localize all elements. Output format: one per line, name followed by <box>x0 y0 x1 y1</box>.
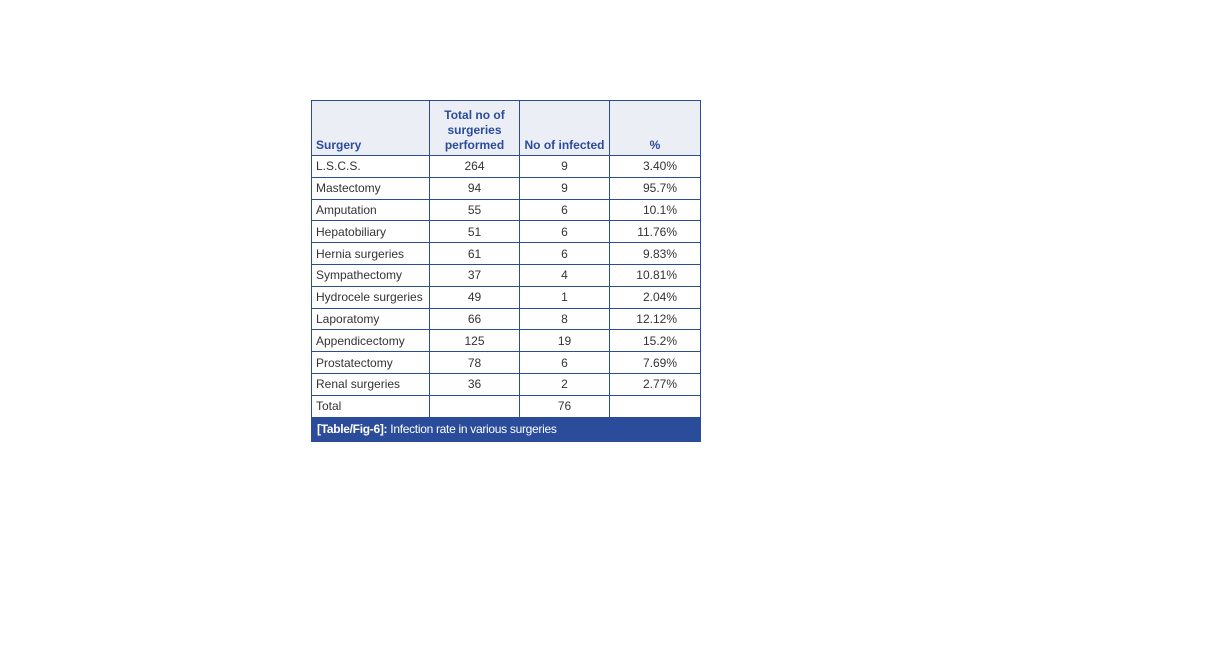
cell-surgery: Prostatectomy <box>312 352 430 374</box>
cell-percent: 7.69% <box>610 352 701 374</box>
cell-surgery: Laporatomy <box>312 308 430 330</box>
cell-surgery: Appendicectomy <box>312 330 430 352</box>
table-row <box>312 177 701 199</box>
cell-surgery: Hernia surgeries <box>312 243 430 265</box>
cell-no-of-infected: 76 <box>520 395 610 417</box>
cell-total-surgeries <box>430 395 520 417</box>
cell-surgery: Renal surgeries <box>312 373 430 395</box>
infection-rate-table-figure <box>311 100 701 442</box>
header-surgery: Surgery <box>312 101 430 156</box>
table-row <box>312 286 701 308</box>
table-row <box>312 243 701 265</box>
cell-total-surgeries: 94 <box>430 177 520 199</box>
table-row <box>312 156 701 178</box>
cell-percent: 10.1% <box>610 199 701 221</box>
cell-no-of-infected: 1 <box>520 286 610 308</box>
cell-percent <box>610 395 701 417</box>
cell-surgery: Hepatobiliary <box>312 221 430 243</box>
cell-total-surgeries: 78 <box>430 352 520 374</box>
cell-percent: 12.12% <box>610 308 701 330</box>
cell-surgery: Amputation <box>312 199 430 221</box>
cell-percent: 2.77% <box>610 373 701 395</box>
cell-no-of-infected: 6 <box>520 243 610 265</box>
cell-no-of-infected: 9 <box>520 156 610 178</box>
cell-no-of-infected: 6 <box>520 221 610 243</box>
cell-percent: 95.7% <box>610 177 701 199</box>
table-row <box>312 330 701 352</box>
caption-text: Infection rate in various surgeries <box>387 421 557 436</box>
cell-percent: 10.81% <box>610 264 701 286</box>
cell-surgery: Hydrocele surgeries <box>312 286 430 308</box>
cell-no-of-infected: 2 <box>520 373 610 395</box>
cell-total-surgeries: 125 <box>430 330 520 352</box>
header-no-of-infected: No of infected <box>520 101 610 156</box>
table-row <box>312 264 701 286</box>
cell-total-surgeries: 61 <box>430 243 520 265</box>
table-caption <box>311 417 701 442</box>
cell-no-of-infected: 6 <box>520 199 610 221</box>
table-row <box>312 308 701 330</box>
cell-total-surgeries: 55 <box>430 199 520 221</box>
cell-surgery: Sympathectomy <box>312 264 430 286</box>
cell-no-of-infected: 6 <box>520 352 610 374</box>
cell-no-of-infected: 8 <box>520 308 610 330</box>
cell-percent: 3.40% <box>610 156 701 178</box>
table-row <box>312 199 701 221</box>
cell-total-surgeries: 66 <box>430 308 520 330</box>
cell-surgery: Mastectomy <box>312 177 430 199</box>
table-body <box>312 156 701 418</box>
cell-no-of-infected: 19 <box>520 330 610 352</box>
cell-total-surgeries: 36 <box>430 373 520 395</box>
table-row <box>312 395 701 417</box>
header-total-surgeries: Total no of surgeries performed <box>430 101 520 156</box>
table-row <box>312 221 701 243</box>
cell-total-surgeries: 51 <box>430 221 520 243</box>
table-row <box>312 352 701 374</box>
table-header-row <box>312 101 701 156</box>
cell-total-surgeries: 264 <box>430 156 520 178</box>
cell-total-surgeries: 37 <box>430 264 520 286</box>
cell-no-of-infected: 4 <box>520 264 610 286</box>
cell-percent: 11.76% <box>610 221 701 243</box>
cell-surgery: L.S.C.S. <box>312 156 430 178</box>
header-percent: % <box>610 101 701 156</box>
cell-no-of-infected: 9 <box>520 177 610 199</box>
infection-rate-table <box>311 100 701 418</box>
cell-total-surgeries: 49 <box>430 286 520 308</box>
cell-percent: 9.83% <box>610 243 701 265</box>
cell-surgery: Total <box>312 395 430 417</box>
caption-label: [Table/Fig-6]: <box>317 421 388 436</box>
table-row <box>312 373 701 395</box>
cell-percent: 2.04% <box>610 286 701 308</box>
cell-percent: 15.2% <box>610 330 701 352</box>
